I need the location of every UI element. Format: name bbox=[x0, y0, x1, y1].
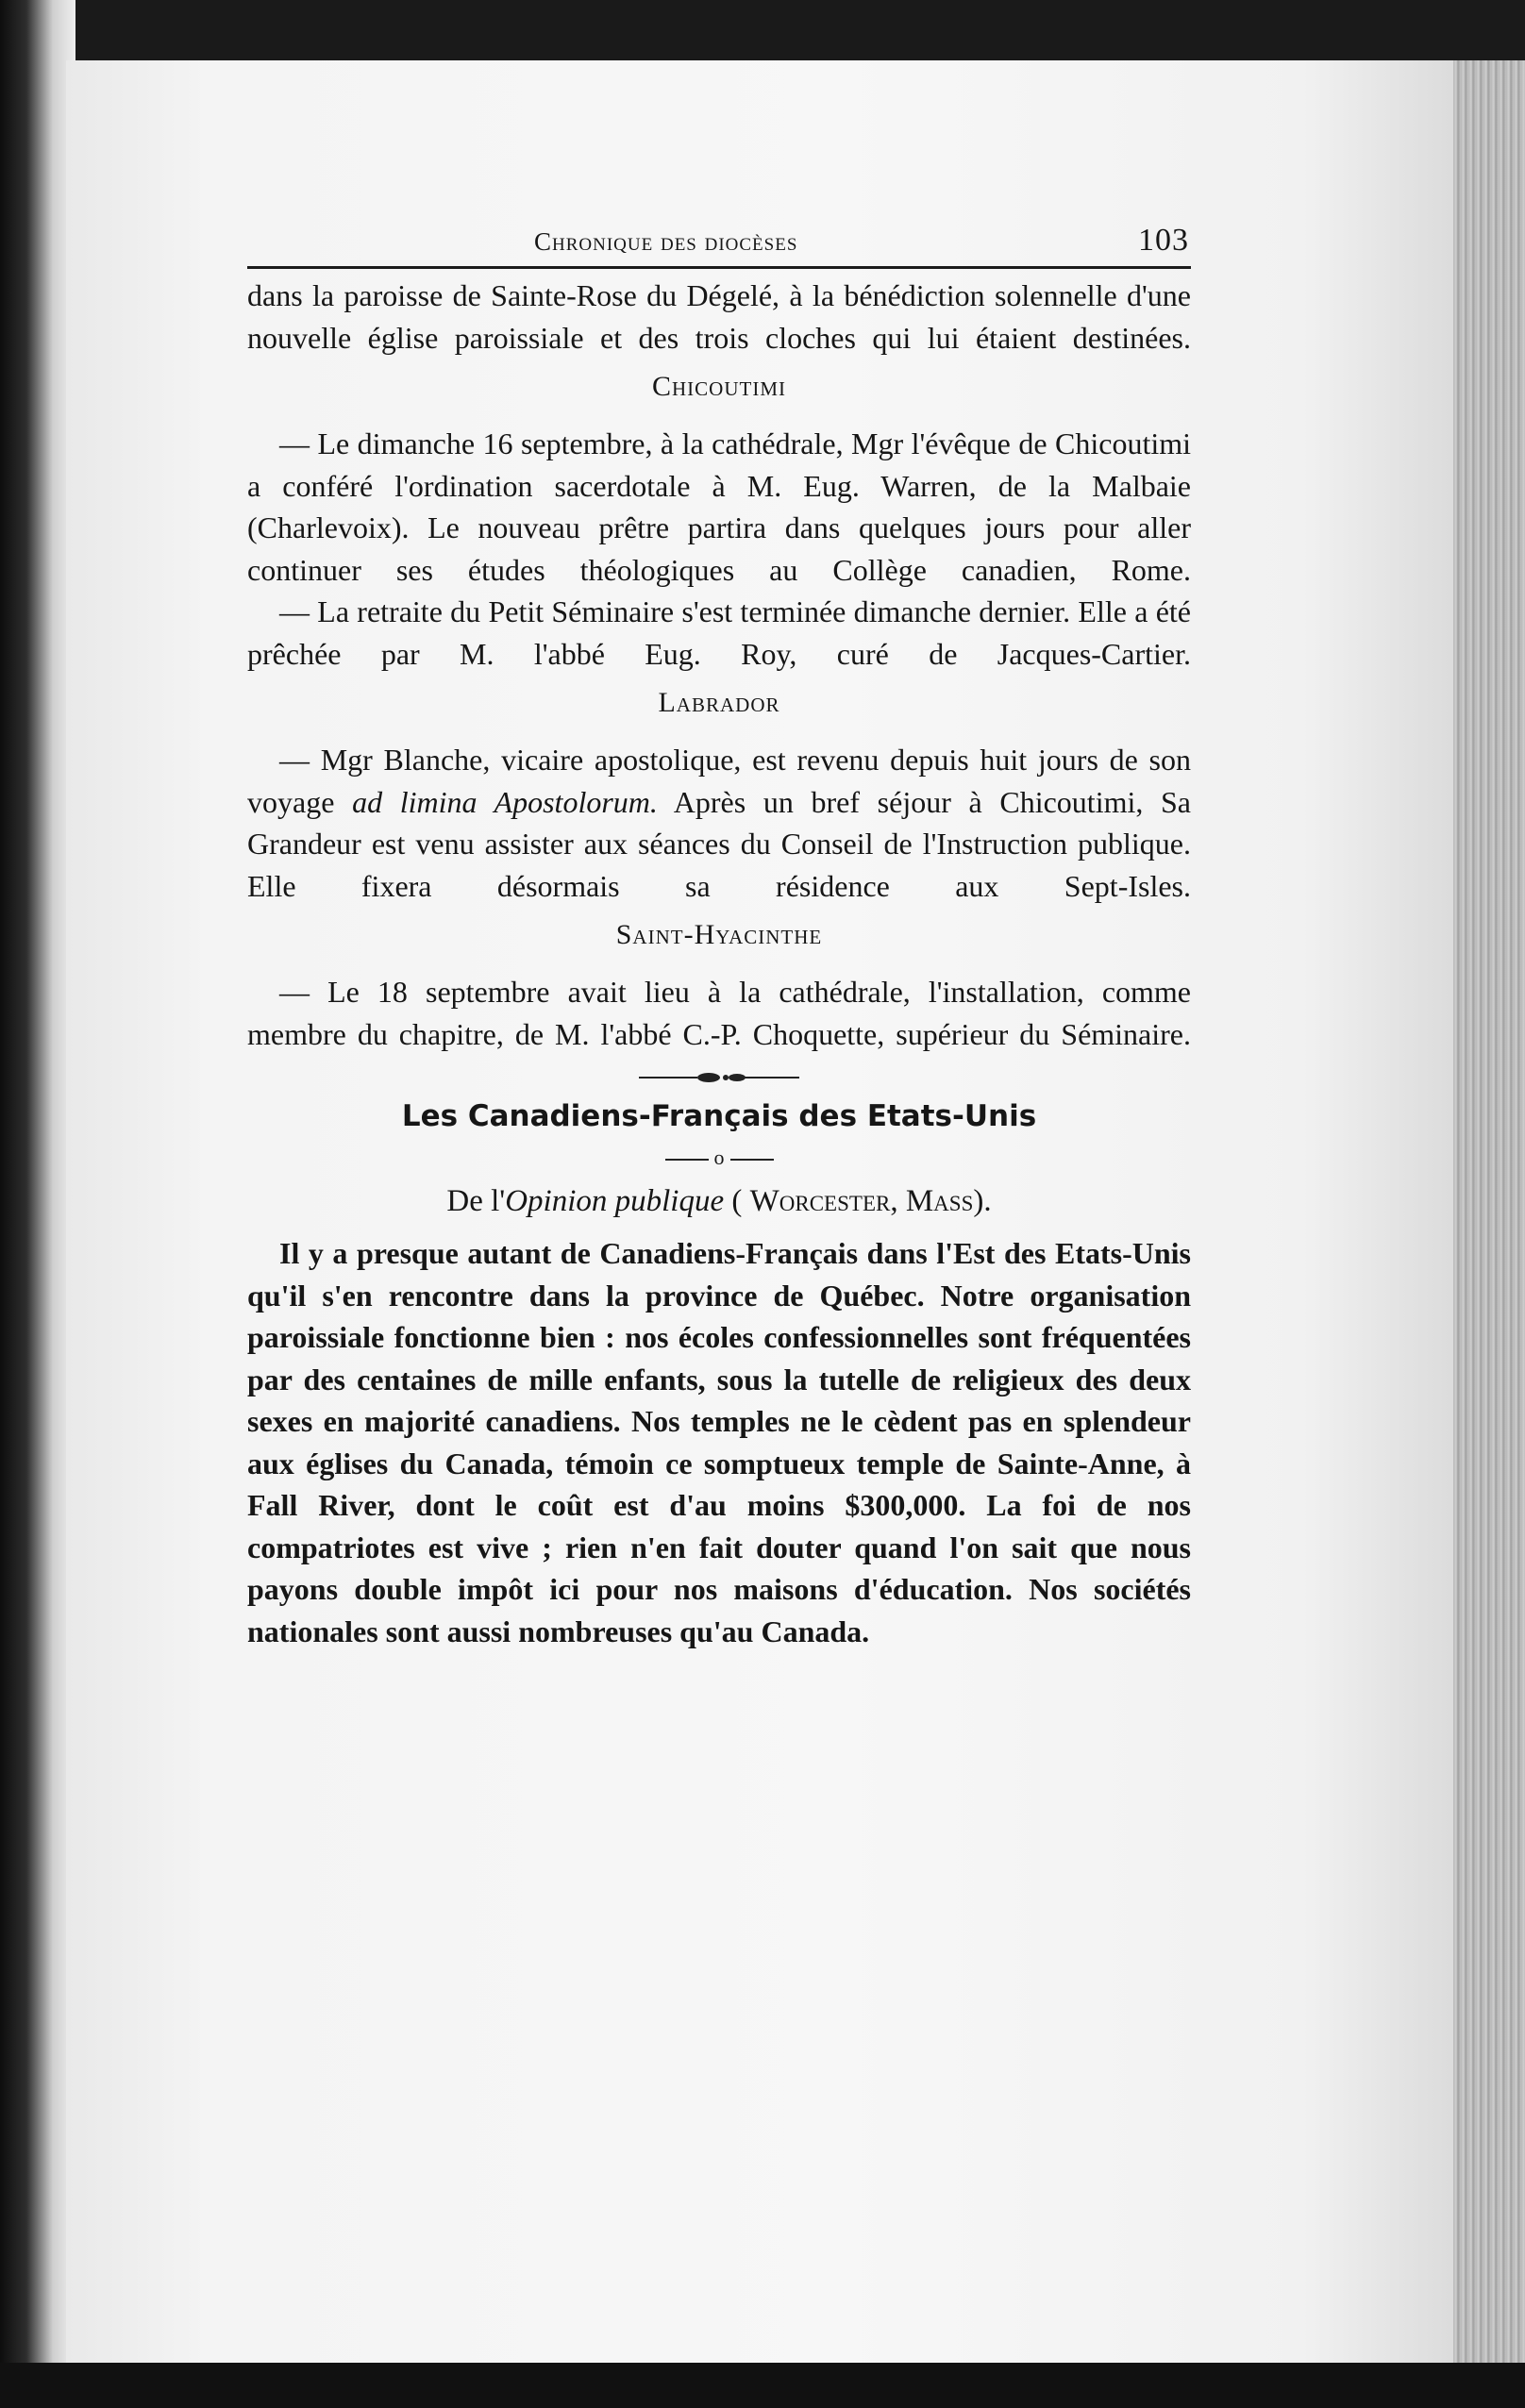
source-prefix: De l' bbox=[446, 1184, 506, 1218]
labrador-paragraph bbox=[247, 739, 1191, 907]
section-title-chicoutimi: Chicoutimi bbox=[652, 371, 786, 402]
ornament-line-left bbox=[665, 1159, 709, 1161]
ornament-circle: o bbox=[713, 1145, 725, 1169]
small-ornament bbox=[247, 1144, 1191, 1172]
page-text bbox=[247, 223, 1191, 1652]
ornament-divider bbox=[639, 1066, 799, 1089]
labrador-text-end: Après un bref séjour à Chicoutimi, Sa Grandeur est venu assister aux séances du Conseil de l'Instruction publique. Elle fixera désormais sa résidence aux Sept-Isles. bbox=[247, 784, 1192, 903]
running-header bbox=[247, 223, 1191, 269]
source-close: ). bbox=[973, 1184, 992, 1218]
ornament-line-right bbox=[730, 1159, 774, 1161]
article-source bbox=[247, 1178, 1191, 1225]
article-heading: Les Canadiens-Français des Etats-Unis bbox=[401, 1099, 1037, 1133]
source-open: ( bbox=[724, 1184, 750, 1218]
labrador-latin-phrase: ad limina Apostolorum. bbox=[352, 784, 658, 819]
scan-left-edge bbox=[0, 0, 75, 2408]
scan-bottom-edge bbox=[0, 2363, 1525, 2408]
source-publication: Opinion publique bbox=[505, 1184, 725, 1218]
article-paragraph: Il y a presque autant de Canadiens-Français dans l'Est des Etats-Unis qu'il s'en rencontre dans la province de Québec. Notre organisation paroissiale fonctionne bien : nos écoles confessionnelles sont fréquentées par des centaines de mille enfants, sous la tutelle de religieux des deux sexes en majorité canadiens. Nos temples ne le cèdent pas en splendeur aux églises du Canada, témoin ce somptueux temple de Sainte-Anne, à Fall River, dont le coût est d'au moins $300,000. La foi de nos compatriotes est vive ; rien n'en fait douter quand l'on sait que nous payons double impôt ici pour nos maisons d'éducation. Nos sociétés nationales sont aussi nombreuses qu'au Canada. bbox=[247, 1236, 1191, 1648]
chicoutimi-paragraph-1: — Le dimanche 16 septembre, à la cathédrale, Mgr l'évêque de Chicoutimi a conféré l'ordination sacerdotale à M. Eug. Warren, de la Malbaie (Charlevoix). Le nouveau prêtre partira dans quelques jours pour aller continuer ses études théologiques au Collège canadien, Rome. bbox=[247, 426, 1191, 587]
source-place: Worcester, Mass bbox=[749, 1184, 974, 1218]
section-title-saint-hyacinthe: Saint-Hyacinthe bbox=[615, 919, 823, 950]
running-title: Chronique des diocèses bbox=[534, 227, 798, 256]
chicoutimi-paragraph-2: — La retraite du Petit Séminaire s'est terminée dimanche dernier. Elle a été prêchée par M. l'abbé Eug. Roy, curé de Jacques-Cartier. bbox=[247, 594, 1191, 671]
intro-paragraph: dans la paroisse de Sainte-Rose du Dégelé, à la bénédiction solennelle d'une nouvelle église paroissiale et des trois cloches qui lui étaient destinées. bbox=[247, 278, 1191, 355]
labrador-text-start: — Mgr Blanche, vicaire apostolique, est revenu depuis huit jours de son voyage bbox=[247, 743, 1191, 819]
page-stack-edge bbox=[1453, 60, 1525, 2363]
section-title-labrador: Labrador bbox=[658, 687, 780, 718]
saint-hyacinthe-paragraph: — Le 18 septembre avait lieu à la cathédrale, l'installation, comme membre du chapitre, de M. l'abbé C.-P. Choquette, supérieur du Séminaire. bbox=[247, 975, 1191, 1051]
page-number: 103 bbox=[1138, 223, 1189, 258]
